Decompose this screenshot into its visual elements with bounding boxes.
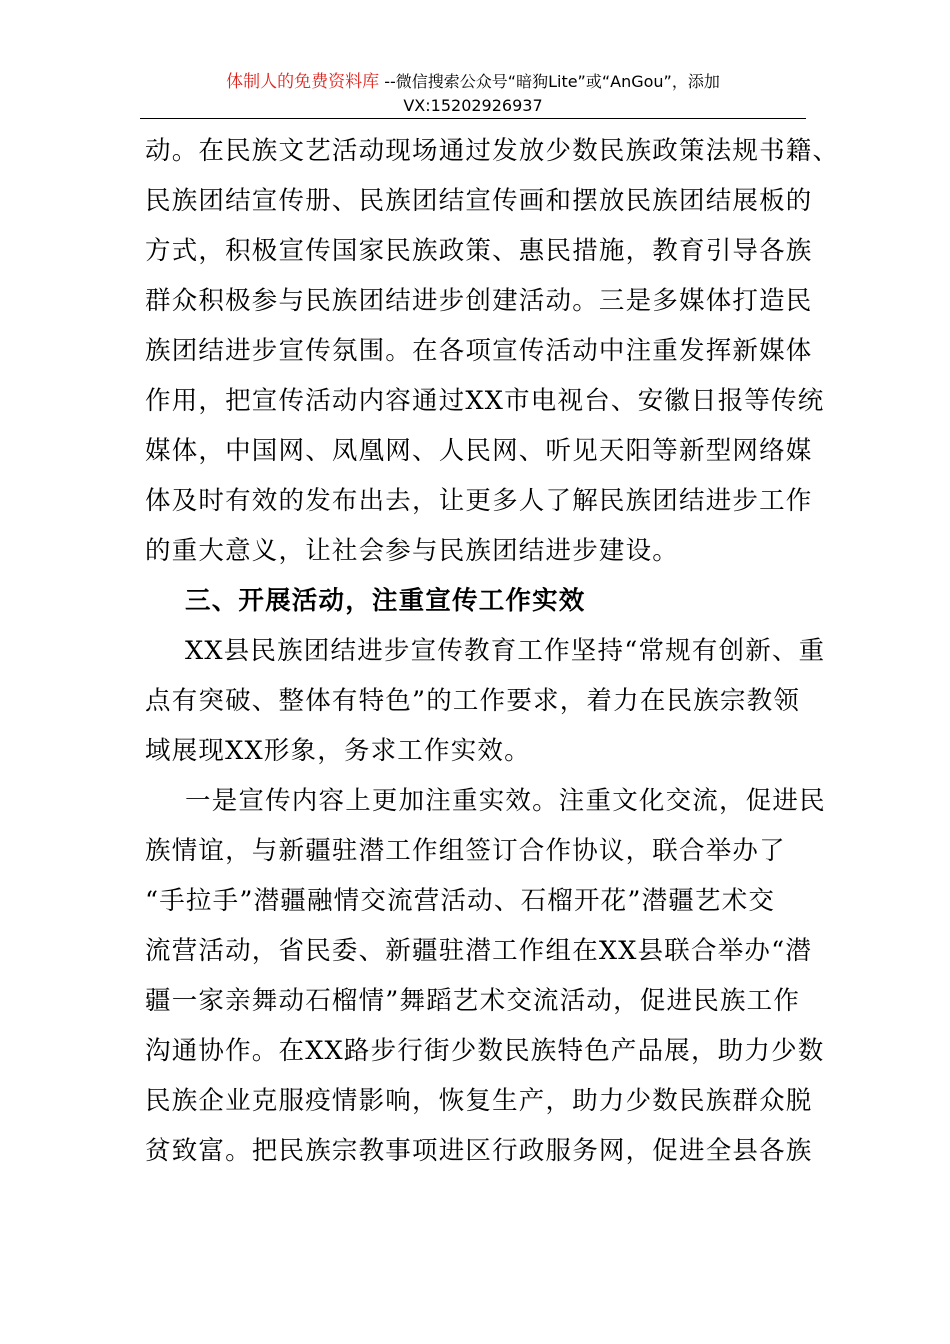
text-line: 点有突破、整体有特色”的工作要求，着力在民族宗教领: [145, 686, 801, 716]
text-line: 作用，把宣传活动内容通过XX市电视台、安徽日报等传统: [145, 386, 825, 416]
section-heading: 三、开展活动，注重宣传工作实效: [185, 586, 586, 616]
text-line: 媒体，中国网、凤凰网、人民网、听见天阳等新型网络媒: [145, 436, 813, 466]
text-line: 方式，积极宣传国家民族政策、惠民措施，教育引导各族: [145, 236, 813, 266]
text-line: “手拉手”潜疆融情交流营活动、石榴开花”潜疆艺术交: [145, 886, 776, 916]
text-line: 的重大意义，让社会参与民族团结进步建设。: [145, 536, 680, 566]
text-line: 体及时有效的发布出去，让更多人了解民族团结进步工作: [145, 486, 813, 516]
text-line: 域展现XX形象，务求工作实效。: [145, 736, 531, 766]
text-line: 沟通协作。在XX路步行街少数民族特色产品展，助力少数: [145, 1036, 825, 1066]
header-line-2: VX:15202926937: [403, 96, 543, 115]
text-line: 群众积极参与民族团结进步创建活动。三是多媒体打造民: [145, 286, 813, 316]
document-body: [145, 126, 840, 1176]
header-divider: [140, 118, 806, 119]
text-line: 民族企业克服疫情影响，恢复生产，助力少数民族群众脱: [145, 1086, 813, 1116]
header-brand: 体制人的免费资料库: [226, 72, 380, 92]
text-line: 族团结进步宣传氛围。在各项宣传活动中注重发挥新媒体: [145, 336, 813, 366]
text-line: 一是宣传内容上更加注重实效。注重文化交流，促进民: [185, 786, 826, 816]
text-line: XX县民族团结进步宣传教育工作坚持“常规有创新、重: [185, 636, 826, 666]
text-line: 疆一家亲舞动石榴情”舞蹈艺术交流活动，促进民族工作: [145, 986, 801, 1016]
page-header: [140, 70, 806, 120]
header-info: --微信搜索公众号“暗狗Lite”或“AnGou”，添加: [379, 72, 720, 91]
header-line-1: [140, 70, 806, 94]
text-line: 贫致富。把民族宗教事项进区行政服务网，促进全县各族: [145, 1136, 813, 1166]
text-line: 流营活动，省民委、新疆驻潜工作组在XX县联合举办“潜: [145, 936, 813, 966]
text-line: 族情谊，与新疆驻潜工作组签订合作协议，联合举办了: [145, 836, 786, 866]
text-line: 动。在民族文艺活动现场通过发放少数民族政策法规书籍、: [145, 136, 840, 166]
text-line: 民族团结宣传册、民族团结宣传画和摆放民族团结展板的: [145, 186, 813, 216]
